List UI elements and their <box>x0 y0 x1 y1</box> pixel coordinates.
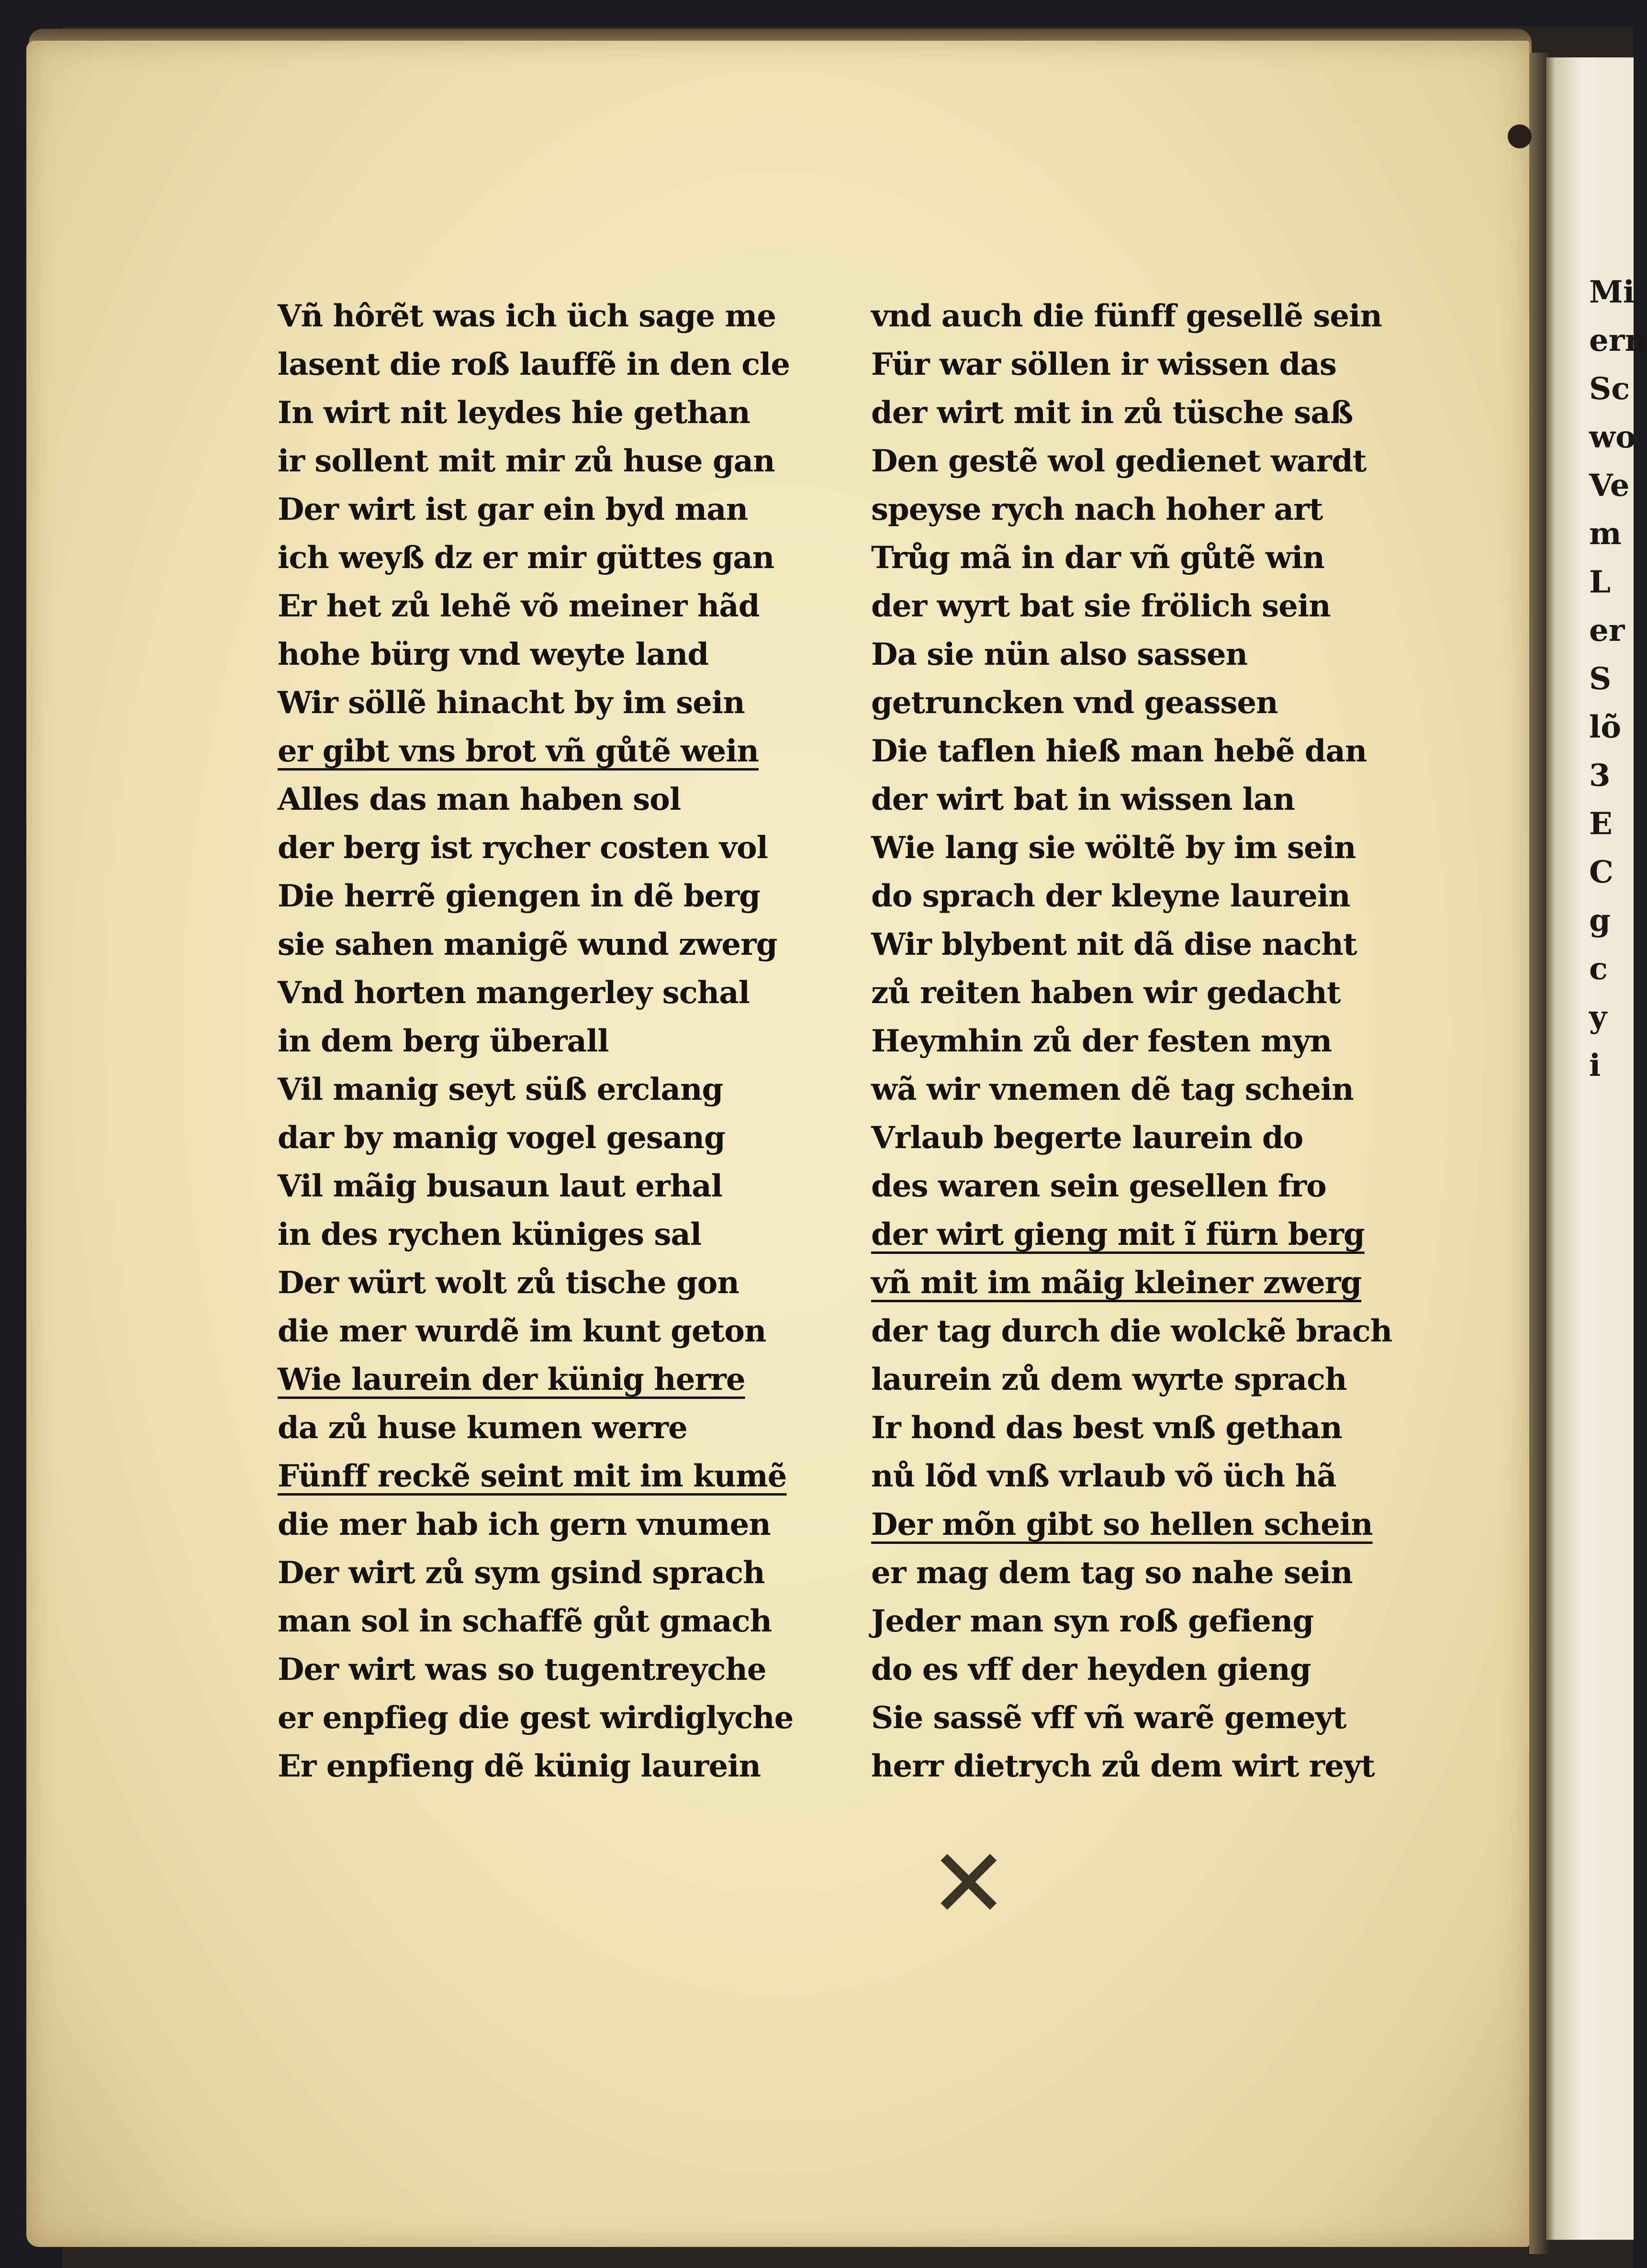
text-line: ir sollent mit mir zů huse gan <box>278 443 775 479</box>
text-line: Ir hond das best vnß gethan <box>871 1410 1342 1446</box>
text-line: vnd auch die fünff gesellẽ sein <box>871 298 1382 334</box>
text-line: der wirt gieng mit ĩ fürn berg <box>871 1217 1365 1252</box>
text-line: Wir söllẽ hinacht by im sein <box>278 685 745 721</box>
fragment-line: y <box>1589 999 1607 1035</box>
text-line: vñ mit im mãig kleiner zwerg <box>871 1265 1362 1301</box>
text-line: lasent die roß lauffẽ in den cle <box>278 346 790 382</box>
text-line: in dem berg überall <box>278 1023 609 1059</box>
text-line: der berg ist rycher costen vol <box>278 830 768 866</box>
text-line: Der mõn gibt so hellen schein <box>871 1507 1373 1542</box>
text-line: Da sie nün also sassen <box>871 637 1248 672</box>
text-line: sie sahen manigẽ wund zwerg <box>278 927 777 962</box>
fragment-line: C <box>1589 854 1613 890</box>
text-line: Wir blybent nit dã dise nacht <box>871 927 1357 962</box>
text-line: Der wirt was so tugentreyche <box>278 1652 766 1687</box>
text-line: laurein zů dem wyrte sprach <box>871 1362 1347 1397</box>
fragment-line: Sc <box>1589 371 1630 407</box>
text-line: des waren sein gesellen fro <box>871 1168 1326 1204</box>
text-line: Vil manig seyt süß erclang <box>278 1072 723 1107</box>
fragment-line: m <box>1589 516 1622 552</box>
text-line: do sprach der kleyne laurein <box>871 878 1350 914</box>
fragment-line: Mi <box>1589 274 1635 310</box>
text-line: Heymhin zů der festen myn <box>871 1023 1332 1059</box>
text-line: Den gestẽ wol gedienet wardt <box>871 443 1367 479</box>
text-line: getruncken vnd geassen <box>871 685 1278 721</box>
text-line: speyse rych nach hoher art <box>871 492 1323 527</box>
text-line: herr dietrych zů dem wirt reyt <box>871 1748 1375 1784</box>
fragment-line: L <box>1589 564 1611 600</box>
text-line: Die herrẽ giengen in dẽ berg <box>278 878 760 914</box>
text-line: er gibt vns brot vñ gůtẽ wein <box>278 733 759 769</box>
facing-page-fragments <box>1589 268 1647 1090</box>
text-line: Der würt wolt zů tische gon <box>278 1265 739 1301</box>
right-column <box>871 292 1445 1790</box>
text-line: Sie sassẽ vff vñ warẽ gemeyt <box>871 1700 1346 1736</box>
text-line: in des rychen küniges sal <box>278 1217 702 1252</box>
text-line: hohe bürg vnd weyte land <box>278 637 709 672</box>
text-columns <box>278 292 1445 1790</box>
fragment-line: ern <box>1589 323 1647 358</box>
text-line: Wie lang sie wöltẽ by im sein <box>871 830 1356 866</box>
text-line: Vnd horten mangerley schal <box>278 975 750 1011</box>
text-line: der wirt mit in zů tüsche saß <box>871 395 1353 431</box>
text-line: Trůg mã in dar vñ gůtẽ win <box>871 540 1324 576</box>
text-line: Die taflen hieß man hebẽ dan <box>871 733 1367 769</box>
text-line: Alles das man haben sol <box>278 782 681 817</box>
text-line: Fünff reckẽ seint mit im kumẽ <box>278 1458 787 1494</box>
fragment-line: 3 <box>1589 758 1611 793</box>
text-line: der wyrt bat sie frölich sein <box>871 588 1331 624</box>
text-line: nů lõd vnß vrlaub võ üch hã <box>871 1458 1336 1494</box>
text-line: die mer wurdẽ im kunt geton <box>278 1313 766 1349</box>
text-line: Vil mãig busaun laut erhal <box>278 1168 722 1204</box>
ornament-mark: ✕ <box>929 1828 1009 1940</box>
text-line: Jeder man syn roß gefieng <box>871 1603 1314 1639</box>
text-line: Vrlaub begerte laurein do <box>871 1120 1303 1156</box>
text-line: Er het zů lehẽ võ meiner hãd <box>278 588 760 624</box>
fragment-line: lõ <box>1589 709 1621 745</box>
fragment-line: S <box>1589 661 1612 697</box>
text-line: In wirt nit leydes hie gethan <box>278 395 750 431</box>
text-line: Wie laurein der künig herre <box>278 1362 745 1397</box>
text-line: er enpfieg die gest wirdiglyche <box>278 1700 794 1736</box>
text-line: zů reiten haben wir gedacht <box>871 975 1341 1011</box>
fragment-line: E <box>1589 806 1613 842</box>
ink-stain <box>1508 124 1532 148</box>
fragment-line: Ve <box>1589 468 1630 503</box>
text-line: da zů huse kumen werre <box>278 1410 687 1446</box>
fragment-line: wo <box>1589 419 1636 455</box>
text-line: er mag dem tag so nahe sein <box>871 1555 1353 1591</box>
fragment-line: c <box>1589 951 1608 987</box>
text-line: Der wirt ist gar ein byd man <box>278 492 748 527</box>
text-line: der wirt bat in wissen lan <box>871 782 1295 817</box>
text-line: der tag durch die wolckẽ brach <box>871 1313 1392 1349</box>
text-line: wã wir vnemen dẽ tag schein <box>871 1072 1354 1107</box>
text-line: dar by manig vogel gesang <box>278 1120 725 1156</box>
text-line: ich weyß dz er mir güttes gan <box>278 540 774 576</box>
text-line: Er enpfieng dẽ künig laurein <box>278 1748 761 1784</box>
text-line: man sol in schaffẽ gůt gmach <box>278 1603 772 1639</box>
text-line: do es vff der heyden gieng <box>871 1652 1311 1687</box>
fragment-line: g <box>1589 903 1611 938</box>
fragment-line: i <box>1589 1048 1601 1084</box>
text-line: Der wirt zů sym gsind sprach <box>278 1555 765 1591</box>
left-column <box>278 292 852 1790</box>
gutter <box>1529 53 1548 2254</box>
text-line: Für war söllen ir wissen das <box>871 346 1336 382</box>
fragment-line: er <box>1589 613 1625 648</box>
text-line: Vñ hôrẽt was ich üch sage me <box>278 298 776 334</box>
text-line: die mer hab ich gern vnumen <box>278 1507 771 1542</box>
